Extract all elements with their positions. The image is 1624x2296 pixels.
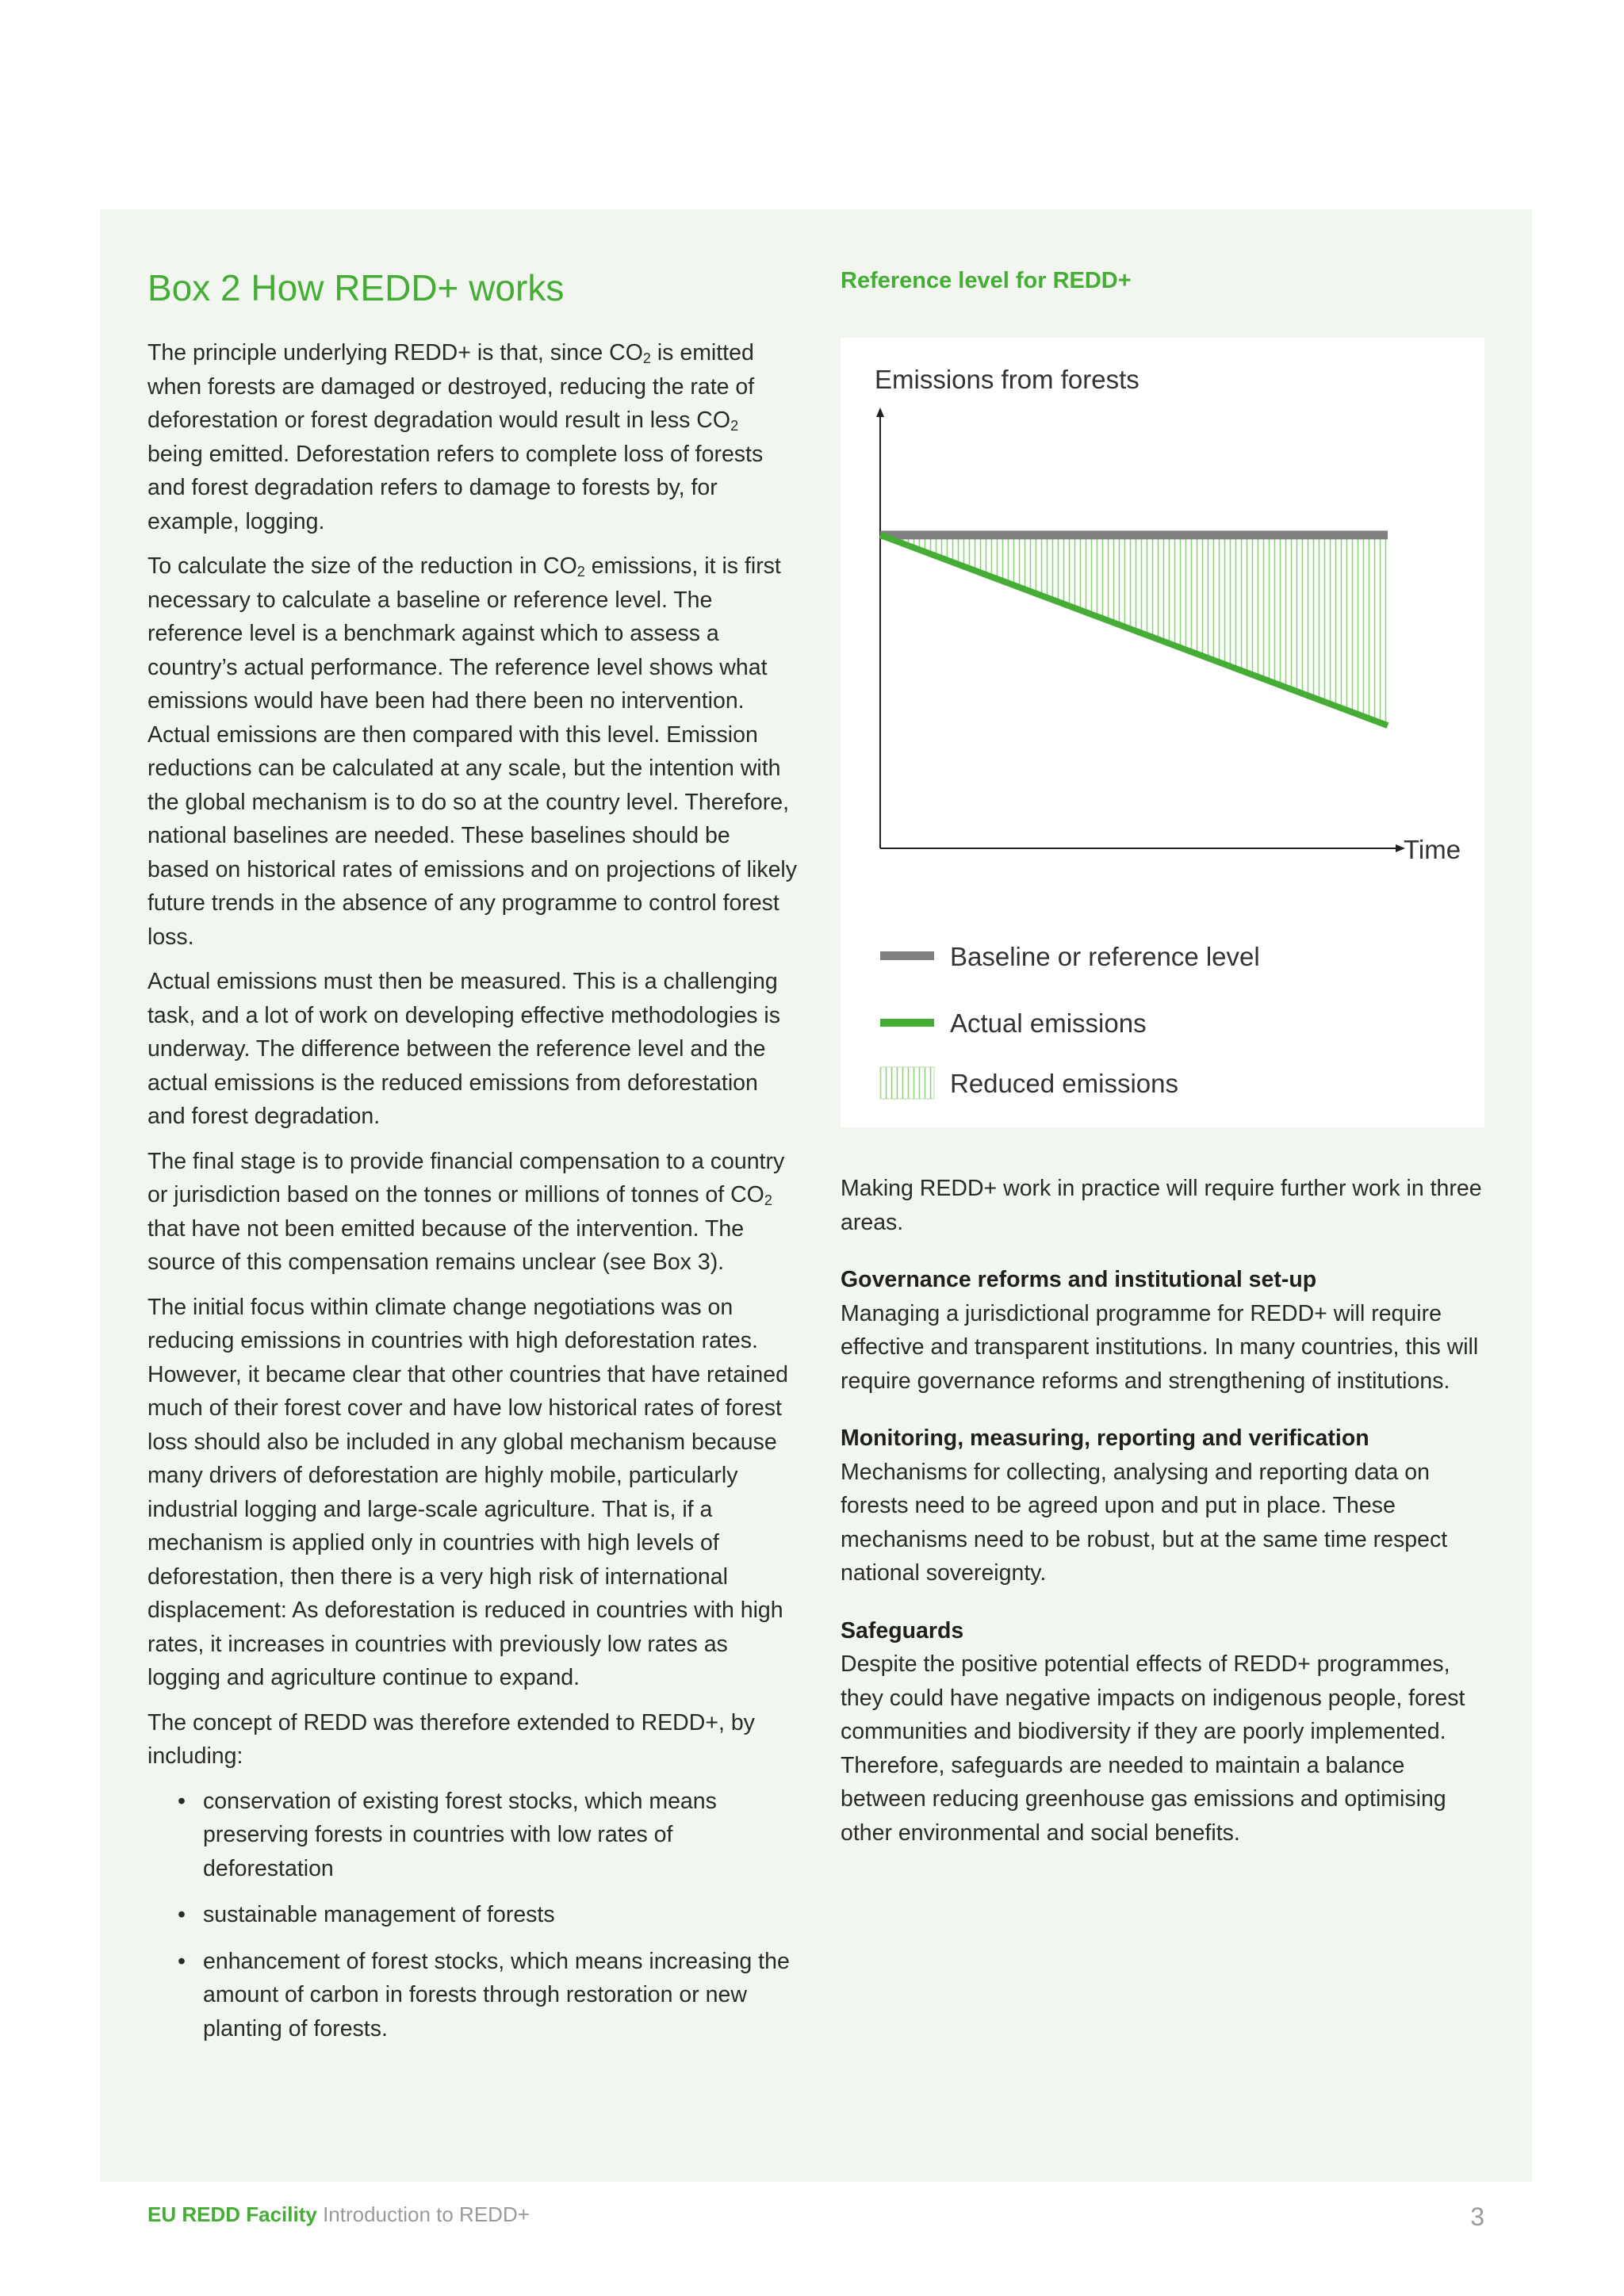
footer-brand: EU REDD Facility xyxy=(147,2202,317,2226)
bullet-icon: • xyxy=(178,1948,186,1974)
page-number: 3 xyxy=(1470,2202,1484,2231)
left-column xyxy=(147,262,798,2058)
section-heading: Monitoring, measuring, reporting and verification xyxy=(841,1425,1369,1451)
paragraph: To calculate the size of the reduction in $CO_2$ emissions, it is first necessary to calculate a baseline or reference level. The reference level is a benchmark against which to assess a country’s actual performance. The reference level shows what emissions would have been had there been no intervention. Actual emissions are then compared with this level. Emission reductions can be calculated at any scale, but the intention with the global mechanism is to do so at the country level. Therefore, national baselines are needed. These baselines should be based on historical rates of emissions and on projections of likely future trends in the absence of any programme to control forest loss. xyxy=(147,553,798,950)
paragraph: The initial focus within climate change negotiations was on reducing emissions in countries with high deforestation rates. However, it became clear that other countries that have retained much of their forest cover and have low historical rates of forest loss should also be included in any global mechanism because many drivers of deforestation are highly mobile, particularly industrial logging and large-scale agriculture. That is, if a mechanism is applied only in countries with high levels of deforestation, then there is a very high risk of international displacement: As deforestation is reduced in countries with high rates, it increases in countries with previously low rates as logging and agriculture continue to expand. xyxy=(147,1294,788,1690)
list-item: • conservation of existing forest stocks, which means preserving forests in countries with low rates of deforestation xyxy=(178,1785,798,1886)
chart xyxy=(841,338,1484,1127)
x-axis-label: Time xyxy=(1404,835,1461,864)
chart-panel xyxy=(841,338,1484,1127)
section-body: Managing a jurisdictional programme for REDD+ will require effective and transparent institutions. In many countries, this will require governance reforms and strengthening of institutions. xyxy=(841,1300,1479,1394)
bullet-icon: • xyxy=(178,1902,186,1927)
section-safeguards xyxy=(841,1614,1484,1850)
chart-title: Reference level for REDD+ xyxy=(841,268,1132,293)
section-governance xyxy=(841,1263,1484,1398)
y-axis-arrow xyxy=(876,408,884,417)
intro-paragraph: Making REDD+ work in practice will require further work in three areas. xyxy=(841,1176,1482,1235)
section-heading: Governance reforms and institutional set-up xyxy=(841,1267,1317,1292)
list-item: • enhancement of forest stocks, which means increasing the amount of carbon in forests through restoration or new planting of forests. xyxy=(178,1945,798,2046)
section-body: Mechanisms for collecting, analysing and reporting data on forests need to be agreed upon and put in place. These mechanisms need to be robust, but at the same time respect national sovereignty. xyxy=(841,1459,1448,1586)
footer-doc-title: Introduction to REDD+ xyxy=(323,2202,530,2226)
bullet-list xyxy=(147,1785,798,2046)
legend-label: Baseline or reference level xyxy=(950,942,1260,971)
section-body: Despite the positive potential effects of REDD+ programmes, they could have negative impacts on indigenous people, forest communities and biodiversity if they are poorly implemented. Therefore, safeguards are needed to maintain a balance between reducing greenhouse gas emissions and optimising other environmental and social benefits. xyxy=(841,1651,1465,1846)
section-mrv xyxy=(841,1422,1484,1590)
footer xyxy=(147,2202,1484,2234)
paragraph: The principle underlying REDD+ is that, since $CO_2$ is emitted when forests are damaged or destroyed, reducing the rate of deforestation or forest degradation would result in less $CO_2$ being emitted. Deforestation refers to complete loss of forests and forest degradation refers to damage to forests by, for example, logging. xyxy=(147,340,764,534)
right-column xyxy=(841,262,1484,324)
body-text xyxy=(147,336,798,1774)
legend-swatch-baseline xyxy=(880,951,934,960)
right-text xyxy=(841,1172,1484,1873)
legend-label: Actual emissions xyxy=(950,1008,1147,1038)
legend-label: Reduced emissions xyxy=(950,1069,1178,1098)
paragraph: The concept of REDD was therefore extended to REDD+, by including: xyxy=(147,1709,755,1769)
y-axis-label: Emissions from forests xyxy=(875,365,1139,394)
paragraph: The final stage is to provide financial compensation to a country or jurisdiction based on the tonnes or millions of tonnes of $CO_2$ that have not been emitted because of the intervention. The source of this compensation remains unclear (see Box 3). xyxy=(147,1148,785,1275)
legend-swatch-reduced xyxy=(880,1067,934,1099)
paragraph: Actual emissions must then be measured. This is a challenging task, and a lot of work on developing effective methodologies is underway. The difference between the reference level and the actual emissions is the reduced emissions from deforestation and forest degradation. xyxy=(147,969,780,1129)
section-heading: Safeguards xyxy=(841,1617,964,1644)
legend-swatch-actual xyxy=(880,1019,934,1027)
box-title: Box 2 How REDD+ works xyxy=(147,267,565,308)
list-item: • sustainable management of forests xyxy=(178,1898,798,1932)
bullet-icon: • xyxy=(178,1788,186,1814)
